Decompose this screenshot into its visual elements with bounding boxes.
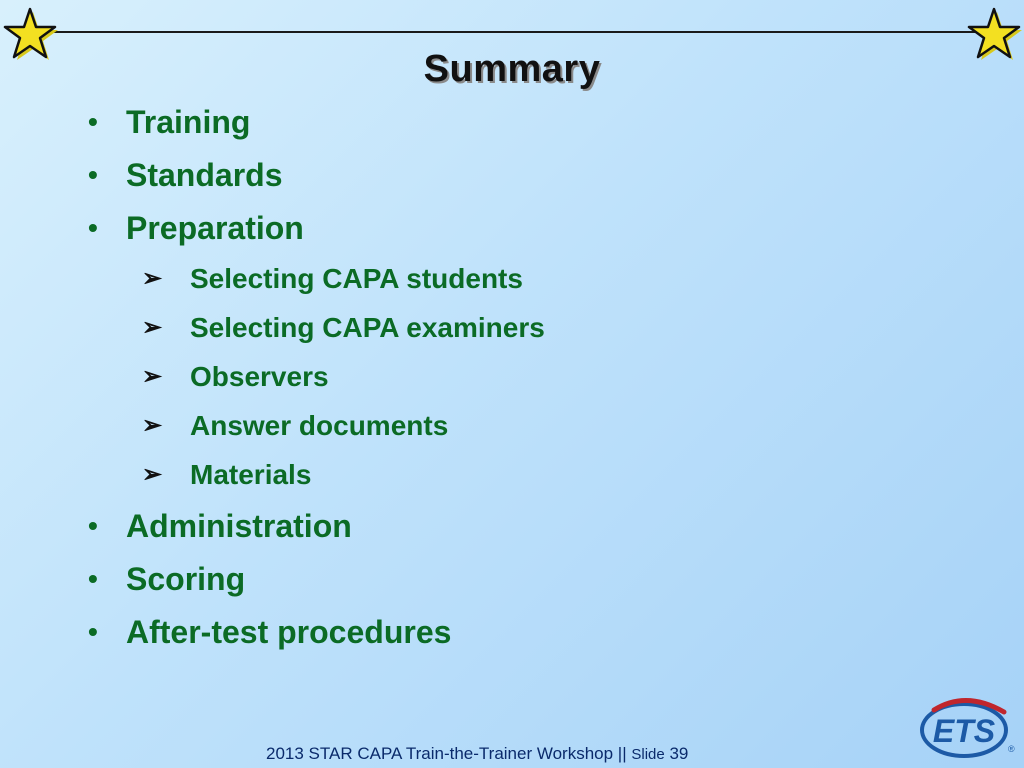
bullet-item bbox=[86, 206, 886, 259]
bullet-icon: • bbox=[88, 616, 98, 647]
sub-bullet-text: Selecting CAPA examiners bbox=[190, 312, 545, 343]
bullet-text: Scoring bbox=[126, 561, 246, 597]
bullet-icon: • bbox=[88, 159, 98, 190]
arrow-bullet-icon: ➢ bbox=[142, 265, 163, 292]
bullet-text: Preparation bbox=[126, 210, 304, 246]
arrow-bullet-icon: ➢ bbox=[142, 363, 163, 390]
slide-label: Slide bbox=[631, 746, 665, 763]
sub-bullet-item bbox=[86, 357, 886, 406]
slide-title: Summary bbox=[423, 48, 601, 90]
bullet-icon: • bbox=[88, 106, 98, 137]
bullet-icon: • bbox=[88, 563, 98, 594]
bullet-text: After-test procedures bbox=[126, 614, 452, 650]
sub-bullet-item bbox=[86, 406, 886, 455]
bullet-item bbox=[86, 504, 886, 557]
slide-footer bbox=[266, 744, 688, 764]
arrow-bullet-icon: ➢ bbox=[142, 314, 163, 341]
bullet-item bbox=[86, 100, 886, 153]
bullet-item bbox=[86, 557, 886, 610]
ets-logo bbox=[916, 692, 1016, 762]
sub-bullet-text: Answer documents bbox=[190, 410, 449, 441]
sub-bullet-text: Selecting CAPA students bbox=[190, 263, 523, 294]
arrow-bullet-icon: ➢ bbox=[142, 412, 163, 439]
sub-bullet-item bbox=[86, 455, 886, 504]
registered-mark: ® bbox=[1008, 744, 1015, 754]
bullet-text: Training bbox=[126, 104, 251, 140]
bullet-item bbox=[86, 610, 886, 663]
bullet-text: Administration bbox=[126, 508, 352, 544]
footer-text: 2013 STAR CAPA Train-the-Trainer Workshop || bbox=[266, 744, 627, 763]
logo-text: ETS bbox=[932, 713, 996, 749]
top-rule bbox=[30, 31, 994, 33]
bullet-item bbox=[86, 153, 886, 206]
arrow-bullet-icon: ➢ bbox=[142, 461, 163, 488]
bullet-list bbox=[86, 100, 886, 663]
bullet-text: Standards bbox=[126, 157, 283, 193]
sub-bullet-text: Observers bbox=[190, 361, 329, 392]
bullet-icon: • bbox=[88, 510, 98, 541]
bullet-icon: • bbox=[88, 212, 98, 243]
sub-bullet-text: Materials bbox=[190, 459, 312, 490]
sub-bullet-item bbox=[86, 308, 886, 357]
sub-bullet-item bbox=[86, 259, 886, 308]
slide-number: 39 bbox=[669, 744, 689, 763]
